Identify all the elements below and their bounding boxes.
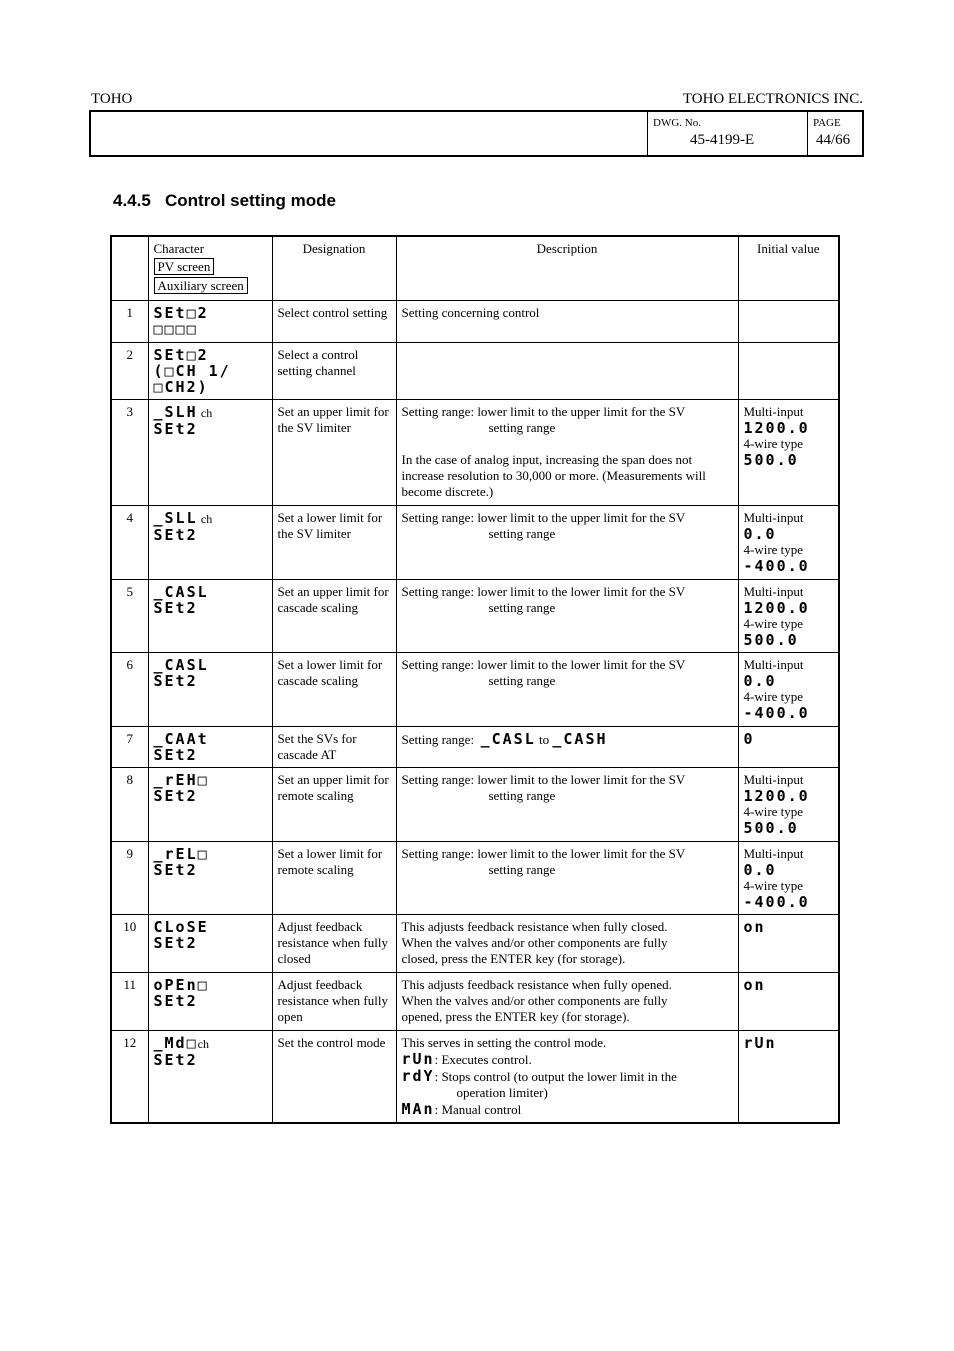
- row-number: 5: [111, 579, 148, 652]
- aux-display: SEt2: [153, 745, 198, 764]
- pv-display: _CASL: [153, 582, 209, 601]
- table-row: [111, 1030, 839, 1123]
- init-display: rUn: [743, 1033, 777, 1052]
- table-row: [111, 914, 839, 972]
- designation-cell: Set the SVs for cascade AT: [272, 726, 396, 767]
- control-setting-table: [110, 235, 840, 1124]
- aux-display: SEt2: [153, 1050, 198, 1069]
- mode-ready-text-cont: operation limiter): [456, 1084, 548, 1100]
- aux-display: SEt2: [153, 598, 198, 617]
- row-number: 12: [111, 1030, 148, 1123]
- aux-display: SEt2: [153, 671, 198, 690]
- initial-value-cell: [738, 841, 839, 914]
- setting-range-text: Setting range: lower limit to the upper limit for the SV: [401, 403, 686, 419]
- initial-value-cell: [738, 652, 839, 726]
- description-cell: [396, 914, 738, 972]
- aux-display: SEt2: [153, 419, 198, 438]
- setting-range-text: Setting range: lower limit to the upper limit for the SV: [401, 509, 686, 525]
- description-cell: [396, 767, 738, 841]
- character-cell: [148, 652, 272, 726]
- init-display: 500.0: [743, 630, 799, 649]
- header-character: [148, 236, 272, 300]
- designation-cell: Set an upper limit for remote scaling: [272, 767, 396, 841]
- pv-display: SEt□2: [153, 303, 209, 322]
- table-row: [111, 579, 839, 652]
- page-label: PAGE: [813, 117, 841, 129]
- character-cell: [148, 1030, 272, 1123]
- initial-value-cell: [738, 399, 839, 505]
- description-cell: [396, 726, 738, 767]
- designation-cell: Set an upper limit for the SV limiter: [272, 399, 396, 505]
- init-display: 500.0: [743, 818, 799, 837]
- mode-run-display: rUn: [401, 1049, 435, 1068]
- company-short-name: TOHO: [91, 91, 133, 107]
- table-row: [111, 300, 839, 342]
- table-row: [111, 841, 839, 914]
- row-number: 1: [111, 300, 148, 342]
- character-cell: [148, 726, 272, 767]
- init-display: 0.0: [743, 671, 777, 690]
- aux-display: SEt2: [153, 525, 198, 544]
- range-from-display: _CASL: [480, 729, 536, 748]
- designation-cell: Set a lower limit for the SV limiter: [272, 505, 396, 579]
- init-label: 4-wire type: [743, 435, 804, 451]
- description-cell: [396, 1030, 738, 1123]
- description-line: closed, press the ENTER key (for storage).: [401, 950, 626, 966]
- character-cell: [148, 841, 272, 914]
- init-label: 4-wire type: [743, 688, 804, 704]
- init-display: on: [743, 975, 766, 994]
- description-line: opened, press the ENTER key (for storage).: [401, 1008, 630, 1024]
- designation-cell: Adjust feedback resistance when fully closed: [272, 914, 396, 972]
- row-number: 2: [111, 342, 148, 399]
- init-display: 0: [743, 729, 755, 748]
- init-label: Multi-input: [743, 656, 804, 672]
- character-cell: [148, 505, 272, 579]
- dwg-value: 45-4199-E: [690, 132, 755, 148]
- init-display: -400.0: [743, 703, 810, 722]
- description-note: In the case of analog input, increasing the span does not increase resolution to 30,000 or more. (Measurements will become discrete.): [401, 451, 706, 499]
- init-label: 4-wire type: [743, 541, 804, 557]
- designation-cell: Set a lower limit for remote scaling: [272, 841, 396, 914]
- description-cell: [396, 579, 738, 652]
- setting-range-cont: setting range: [488, 525, 556, 541]
- section-number: 4.4.5: [113, 191, 151, 210]
- character-cell: [148, 300, 272, 342]
- aux-display: (□CH 1/: [153, 361, 231, 380]
- row-number: 8: [111, 767, 148, 841]
- pv-display: _SLL: [153, 508, 198, 527]
- character-cell: [148, 972, 272, 1030]
- setting-range-text: Setting range:: [401, 731, 475, 747]
- row-number: 11: [111, 972, 148, 1030]
- designation-cell: Select a control setting channel: [272, 342, 396, 399]
- setting-range-text: Setting range: lower limit to the lower limit for the SV: [401, 583, 686, 599]
- initial-value-cell: [738, 914, 839, 972]
- description-line: When the valves and/or other components are fully: [401, 992, 668, 1008]
- header-description: Description: [396, 236, 738, 300]
- aux-display: SEt2: [153, 991, 198, 1010]
- init-label: 4-wire type: [743, 615, 804, 631]
- character-cell: [148, 399, 272, 505]
- init-label: 4-wire type: [743, 803, 804, 819]
- aux-display: □CH2): [153, 377, 209, 396]
- pv-display: _Md□: [153, 1033, 198, 1052]
- init-display: 1200.0: [743, 786, 810, 805]
- mode-run-text: : Executes control.: [434, 1051, 532, 1067]
- init-label: Multi-input: [743, 509, 804, 525]
- init-label: Multi-input: [743, 845, 804, 861]
- init-display: 0.0: [743, 524, 777, 543]
- init-display: on: [743, 917, 766, 936]
- description-line: When the valves and/or other components are fully: [401, 934, 668, 950]
- character-label: Character: [153, 241, 205, 256]
- setting-range-cont: setting range: [488, 599, 556, 615]
- setting-range-cont: setting range: [488, 787, 556, 803]
- table-row: [111, 342, 839, 399]
- pv-display: _SLH: [153, 402, 198, 421]
- description-cell: Setting concerning control: [396, 300, 738, 342]
- character-cell: [148, 579, 272, 652]
- pv-display: SEt□2: [153, 345, 209, 364]
- dwg-number-cell: [647, 112, 808, 155]
- character-cell: [148, 914, 272, 972]
- aux-display: SEt2: [153, 860, 198, 879]
- initial-value-cell: [738, 972, 839, 1030]
- header-designation: Designation: [272, 236, 396, 300]
- table-row: [111, 767, 839, 841]
- setting-range-cont: setting range: [488, 861, 556, 877]
- init-label: 4-wire type: [743, 877, 804, 893]
- setting-range-text: Setting range: lower limit to the lower limit for the SV: [401, 845, 686, 861]
- init-display: 500.0: [743, 450, 799, 469]
- init-display: 1200.0: [743, 418, 810, 437]
- description-line: This adjusts feedback resistance when fully opened.: [401, 976, 672, 992]
- channel-suffix: ch: [200, 511, 213, 526]
- section-heading: [113, 191, 336, 211]
- character-cell: [148, 342, 272, 399]
- designation-cell: Set a lower limit for cascade scaling: [272, 652, 396, 726]
- setting-range-cont: setting range: [488, 672, 556, 688]
- description-line: This adjusts feedback resistance when fully closed.: [401, 918, 668, 934]
- row-number: 9: [111, 841, 148, 914]
- section-title: Control setting mode: [164, 191, 336, 210]
- init-label: Multi-input: [743, 771, 804, 787]
- description-intro: This serves in setting the control mode.: [401, 1034, 607, 1050]
- table-header-row: [111, 236, 839, 300]
- page-value: 44/66: [816, 132, 851, 148]
- designation-cell: Set an upper limit for cascade scaling: [272, 579, 396, 652]
- setting-range-text: Setting range: lower limit to the lower limit for the SV: [401, 771, 686, 787]
- initial-value-cell: [738, 767, 839, 841]
- table-row: [111, 399, 839, 505]
- row-number: 6: [111, 652, 148, 726]
- table-row: [111, 972, 839, 1030]
- description-cell: [396, 841, 738, 914]
- header-initial-value: Initial value: [738, 236, 839, 300]
- table-row: [111, 726, 839, 767]
- designation-cell: Set the control mode: [272, 1030, 396, 1123]
- aux-display: SEt2: [153, 786, 198, 805]
- table-row: [111, 505, 839, 579]
- initial-value-cell: [738, 1030, 839, 1123]
- description-cell: [396, 652, 738, 726]
- init-label: Multi-input: [743, 583, 804, 599]
- aux-display: □□□□: [153, 319, 198, 338]
- mode-manual-text: : Manual control: [434, 1101, 522, 1117]
- pv-display: oPEn□: [153, 975, 209, 994]
- aux-display: SEt2: [153, 933, 198, 952]
- designation-cell: Adjust feedback resistance when fully open: [272, 972, 396, 1030]
- channel-suffix: ch: [197, 1036, 209, 1051]
- mode-manual-display: MAn: [401, 1099, 435, 1118]
- mode-ready-display: rdY: [401, 1066, 435, 1085]
- initial-value-cell: [738, 726, 839, 767]
- page-cell: [807, 112, 862, 155]
- setting-range-text: Setting range: lower limit to the lower limit for the SV: [401, 656, 686, 672]
- dwg-label: DWG. No.: [653, 117, 701, 129]
- pv-display: _rEH□: [153, 770, 209, 789]
- range-to-display: _CASH: [552, 729, 608, 748]
- pv-screen-label: PV screen: [154, 258, 215, 275]
- mode-ready-text: : Stops control (to output the lower limit in the: [434, 1068, 677, 1084]
- initial-value-cell: [738, 579, 839, 652]
- setting-range-cont: setting range: [488, 419, 556, 435]
- company-full-name: TOHO ELECTRONICS INC.: [682, 91, 863, 107]
- pv-display: CLoSE: [153, 917, 209, 936]
- description-cell: [396, 505, 738, 579]
- description-cell: [396, 399, 738, 505]
- range-to-word: to: [538, 731, 550, 747]
- init-display: 0.0: [743, 860, 777, 879]
- table-row: [111, 652, 839, 726]
- pv-display: _CAAt: [153, 729, 209, 748]
- initial-value-cell: [738, 505, 839, 579]
- channel-suffix: ch: [200, 405, 213, 420]
- init-display: -400.0: [743, 556, 810, 575]
- init-display: -400.0: [743, 892, 810, 911]
- initial-value-cell: [738, 342, 839, 399]
- init-label: Multi-input: [743, 403, 804, 419]
- init-display: 1200.0: [743, 598, 810, 617]
- row-number: 3: [111, 399, 148, 505]
- header-no: [111, 236, 148, 300]
- initial-value-cell: [738, 300, 839, 342]
- row-number: 7: [111, 726, 148, 767]
- row-number: 10: [111, 914, 148, 972]
- drawing-info-box: [89, 110, 864, 157]
- designation-cell: Select control setting: [272, 300, 396, 342]
- description-cell: [396, 972, 738, 1030]
- description-cell: [396, 342, 738, 399]
- pv-display: _CASL: [153, 655, 209, 674]
- pv-display: _rEL□: [153, 844, 209, 863]
- aux-screen-label: Auxiliary screen: [154, 277, 248, 294]
- character-cell: [148, 767, 272, 841]
- row-number: 4: [111, 505, 148, 579]
